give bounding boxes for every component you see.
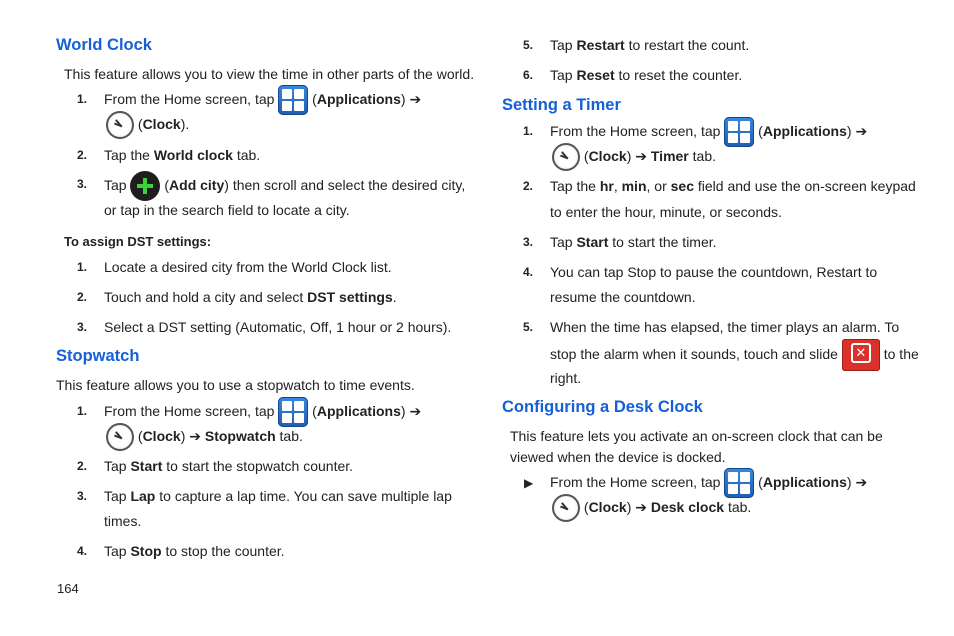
timer-step-3: Tap Start to start the timer. xyxy=(550,234,717,250)
timer-step-1: From the Home screen, tap (Applications) ➔ xyxy=(550,114,867,148)
applications-grid-icon xyxy=(724,117,754,147)
step-number: 1. xyxy=(77,260,88,274)
arrow-right-icon: ➔ xyxy=(409,91,422,107)
world-clock-heading: World Clock xyxy=(56,36,152,54)
desk-clock-heading: Configuring a Desk Clock xyxy=(502,398,703,416)
dst-subheading: To assign DST settings: xyxy=(64,234,212,249)
timer-heading: Setting a Timer xyxy=(502,96,621,114)
step-number: 2. xyxy=(77,290,88,304)
stopwatch-step-3-cont: times. xyxy=(104,513,142,529)
dst-step-3: Select a DST setting (Automatic, Off, 1 hour or 2 hours). xyxy=(104,319,452,335)
desk-clock-step-1: From the Home screen, tap (Applications) ➔ xyxy=(550,465,867,499)
step-number: 3. xyxy=(77,177,88,191)
step-number: 2. xyxy=(77,459,88,473)
arrow-right-icon: ➔ xyxy=(635,148,647,164)
clock-icon xyxy=(106,111,134,139)
step-number: 3. xyxy=(523,235,534,249)
stopwatch-step-1-cont: (Clock) ➔ Stopwatch tab. xyxy=(106,421,303,451)
step-number: 4. xyxy=(77,544,88,558)
stopwatch-step-6: Tap Reset to reset the counter. xyxy=(550,67,743,83)
step-number: 5. xyxy=(523,38,534,52)
timer-step-4: You can tap Stop to pause the countdown, Restart to xyxy=(550,264,878,280)
bullet-arrow-icon: ▶ xyxy=(524,476,534,490)
world-clock-step-1-cont: (Clock). xyxy=(106,109,189,139)
clock-icon xyxy=(552,494,580,522)
page-number: 164 xyxy=(57,581,79,596)
stopwatch-step-4: Tap Stop to stop the counter. xyxy=(104,543,285,559)
stop-alarm-x-icon xyxy=(842,339,880,371)
stopwatch-heading: Stopwatch xyxy=(56,347,140,365)
timer-step-1-cont: (Clock) ➔ Timer tab. xyxy=(552,141,716,171)
timer-step-5-cont2: right. xyxy=(550,370,582,386)
stopwatch-step-3: Tap Lap to capture a lap time. You can save multiple lap xyxy=(104,488,452,504)
step-number: 4. xyxy=(523,265,534,279)
arrow-right-icon: ➔ xyxy=(855,123,868,139)
desk-clock-step-1-cont: (Clock) ➔ Desk clock tab. xyxy=(552,492,751,522)
clock-icon xyxy=(106,423,134,451)
step-number: 2. xyxy=(77,148,88,162)
step-number: 1. xyxy=(77,404,88,418)
add-city-plus-icon xyxy=(130,171,160,201)
dst-step-2: Touch and hold a city and select DST settings. xyxy=(104,289,397,305)
timer-step-2: Tap the hr, min, or sec field and use the on-screen keypad xyxy=(550,178,916,194)
step-number: 1. xyxy=(77,92,88,106)
arrow-right-icon: ➔ xyxy=(189,428,201,444)
step-number: 3. xyxy=(77,320,88,334)
world-clock-step-1: From the Home screen, tap (Applications) ➔ xyxy=(104,82,421,116)
step-number: 3. xyxy=(77,489,88,503)
arrow-right-icon: ➔ xyxy=(855,474,868,490)
stopwatch-step-5: Tap Restart to restart the count. xyxy=(550,37,750,53)
applications-grid-icon xyxy=(278,85,308,115)
step-number: 2. xyxy=(523,179,534,193)
timer-step-4-cont: resume the countdown. xyxy=(550,289,696,305)
timer-step-5-cont: stop the alarm when it sounds, touch and slide ✕ to the xyxy=(550,336,919,372)
world-clock-intro: This feature allows you to view the time in other parts of the world. xyxy=(64,66,475,82)
stopwatch-step-2: Tap Start to start the stopwatch counter. xyxy=(104,458,354,474)
world-clock-step-2: Tap the World clock tab. xyxy=(104,147,261,163)
stopwatch-intro: This feature allows you to use a stopwatch to time events. xyxy=(56,377,415,393)
step-number: 5. xyxy=(523,320,534,334)
clock-icon xyxy=(552,143,580,171)
desk-clock-intro-1: This feature lets you activate an on-screen clock that can be xyxy=(510,428,883,444)
stopwatch-step-1: From the Home screen, tap (Applications) ➔ xyxy=(104,394,421,428)
arrow-right-icon: ➔ xyxy=(409,403,422,419)
timer-step-2-cont: to enter the hour, minute, or seconds. xyxy=(550,204,782,220)
step-number: 1. xyxy=(523,124,534,138)
world-clock-step-3: Tap (Add city) then scroll and select the desired city, xyxy=(104,168,465,202)
dst-step-1: Locate a desired city from the World Clock list. xyxy=(104,259,392,275)
step-number: 6. xyxy=(523,68,534,82)
desk-clock-intro-2: viewed when the device is docked. xyxy=(510,449,726,465)
arrow-right-icon: ➔ xyxy=(635,499,647,515)
timer-step-5: When the time has elapsed, the timer plays an alarm. To xyxy=(550,319,900,335)
world-clock-step-3-cont: or tap in the search field to locate a city. xyxy=(104,202,350,218)
